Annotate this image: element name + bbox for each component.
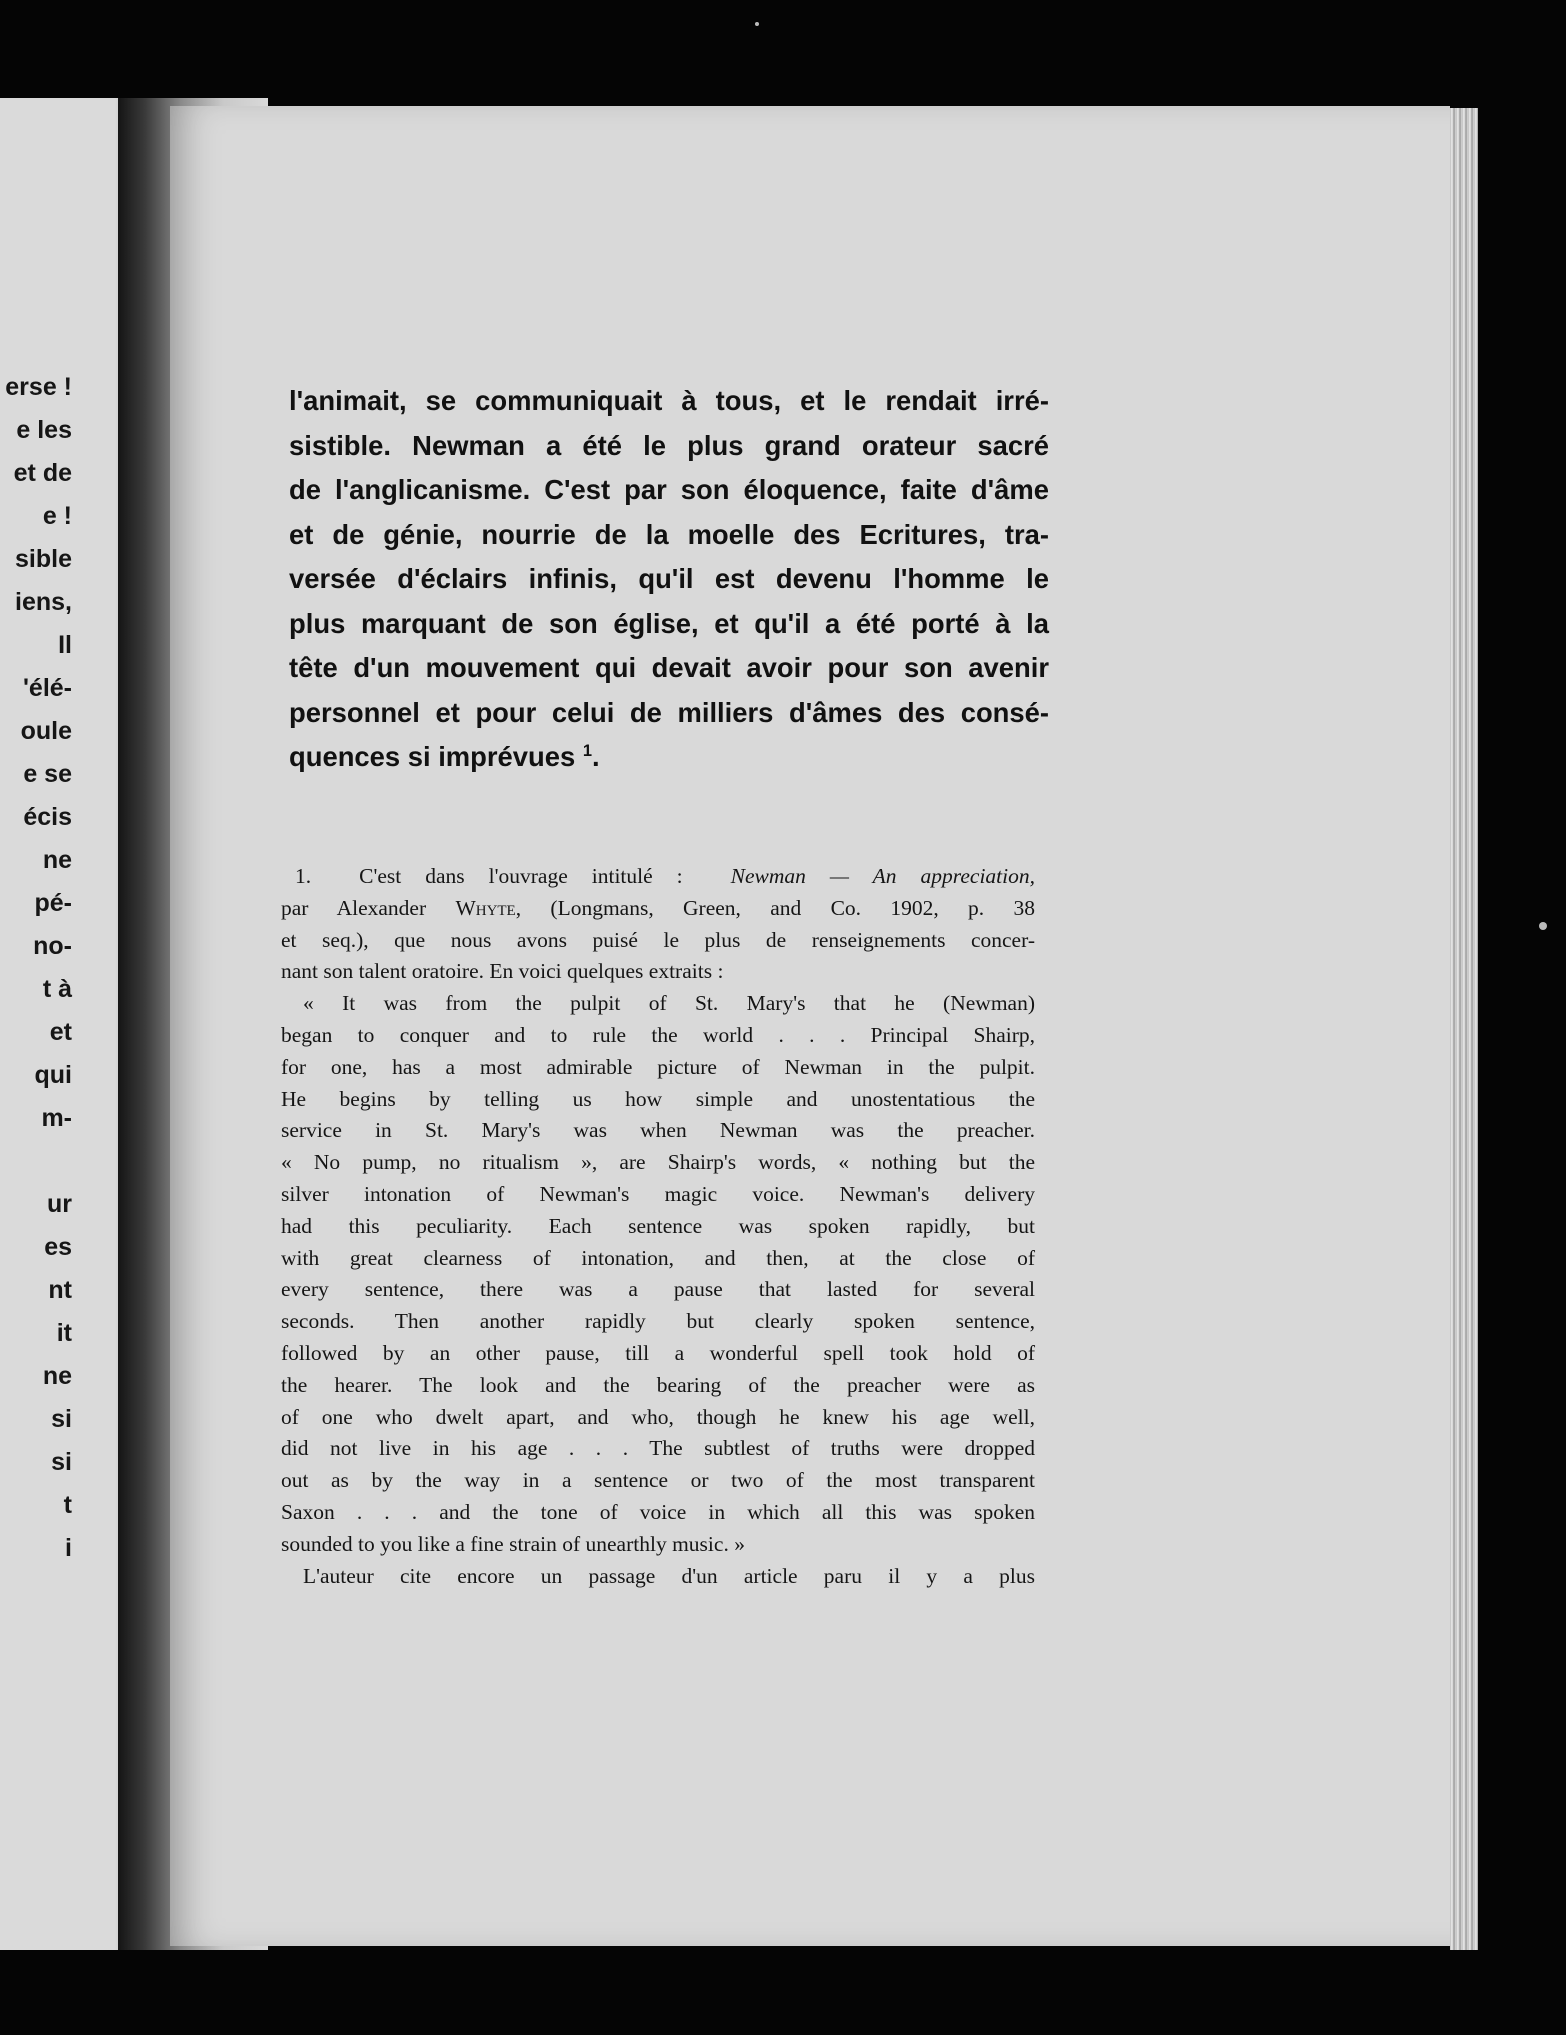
footnote-line: of one who dwelt apart, and who, though he knew his age well,: [281, 1404, 1035, 1429]
main-paragraph: [289, 379, 1049, 780]
footnote-line: followed by an other pause, till a wonderful spell took hold of: [281, 1340, 1035, 1365]
footnote-number: 1.: [295, 864, 312, 888]
text-line: sistible. Newman a été le plus grand orateur sacré: [289, 429, 1049, 461]
fragment-line: si: [51, 1405, 72, 1433]
text-line-last: quences si imprévues $^1$.: [289, 741, 600, 772]
footnote-line: sounded to you like a fine strain of unearthly music. »: [281, 1531, 745, 1556]
fragment-line: e se: [23, 760, 72, 788]
fragment-line: es: [44, 1233, 72, 1261]
fragment-line: no-: [33, 932, 72, 960]
footnote-line: « No pump, no ritualism », are Shairp's words, « nothing but the: [281, 1150, 1035, 1175]
fragment-line: si: [51, 1448, 72, 1476]
footnote-line: out as by the way in a sentence or two of the most transparent: [281, 1468, 1035, 1493]
cited-book-title: Newman — An appreciation,: [730, 864, 1036, 888]
text-line-last-words: quences si imprévues: [289, 741, 576, 772]
scan-dust-mark: [755, 22, 759, 26]
footnote-line: [281, 893, 1035, 925]
fragment-line: écis: [23, 803, 72, 831]
fragment-line: erse !: [5, 373, 72, 401]
text-line: de l'anglicanisme. C'est par son éloquence, faite d'âme: [289, 474, 1049, 505]
fragment-line: ne: [42, 846, 72, 874]
footnote-line: seconds. Then another rapidly but clearly spoken sentence,: [281, 1309, 1035, 1334]
footnote-line: silver intonation of Newman's magic voice. Newman's delivery: [281, 1181, 1035, 1206]
fragment-line: e les: [16, 416, 72, 444]
text-line: plus marquant de son église, et qu'il a été porté à la: [289, 607, 1049, 639]
footnote-intro: C'est dans l'ouvrage intitulé :: [359, 864, 683, 888]
footnote-line: the hearer. The look and the bearing of the preacher were as: [281, 1372, 1035, 1397]
facing-page-text-fragments: [0, 366, 72, 1570]
footnote-line: et seq.), que nous avons puisé le plus de renseignements concer-: [281, 927, 1035, 952]
author-name: Whyte: [455, 895, 516, 920]
footnote-line: began to conquer and to rule the world . . . Principal Shairp,: [281, 1022, 1035, 1047]
footnote-line: did not live in his age . . . The subtlest of truths were dropped: [281, 1436, 1035, 1461]
footnote-line: had this peculiarity. Each sentence was spoken rapidly, but: [281, 1213, 1035, 1238]
footnote-line: Saxon . . . and the tone of voice in which all this was spoken: [281, 1499, 1035, 1524]
footnote-line: every sentence, there was a pause that lasted for several: [281, 1277, 1035, 1302]
fragment-line: iens,: [15, 588, 72, 616]
fragment-line: et: [49, 1018, 72, 1046]
fragment-line: et de: [13, 459, 72, 487]
text-line: personnel et pour celui de milliers d'âmes des consé-: [289, 696, 1049, 728]
fragment-line: 'élé-: [22, 674, 72, 702]
footnote-block: [281, 861, 1035, 1592]
fragment-line: [0, 1140, 72, 1183]
footnote-line: « It was from the pulpit of St. Mary's that he (Newman): [303, 991, 1035, 1016]
fragment-line: qui: [34, 1061, 72, 1089]
fragment-line: pé-: [34, 889, 72, 917]
text-line: l'animait, se communiquait à tous, et le rendait irré-: [289, 385, 1049, 416]
footnote-text: , (Longmans, Green, and Co. 1902, p. 38: [515, 895, 1035, 920]
footnote-line: He begins by telling us how simple and unostentatious the: [281, 1086, 1035, 1111]
fragment-line: m-: [41, 1104, 72, 1132]
footnote-text: par Alexander: [281, 895, 427, 920]
fragment-line: t à: [42, 975, 72, 1003]
footnote-reference: 1: [582, 741, 592, 760]
footnote-line: [281, 861, 1035, 893]
fragment-line: t: [63, 1491, 72, 1519]
footnote-line: L'auteur cite encore un passage d'un article paru il y a plus: [303, 1563, 1035, 1588]
fragment-line: ur: [47, 1190, 72, 1218]
fragment-line: i: [65, 1534, 72, 1562]
fragment-line: oule: [20, 717, 72, 745]
footnote-line: with great clearness of intonation, and then, at the close of: [281, 1245, 1035, 1270]
text-line: versée d'éclairs infinis, qu'il est devenu l'homme le: [289, 563, 1049, 594]
fragment-line: it: [56, 1319, 72, 1347]
fragment-line: e !: [42, 502, 72, 530]
scan-dust-mark: [1539, 922, 1547, 930]
text-line: et de génie, nourrie de la moelle des Ecritures, tra-: [289, 518, 1049, 550]
text-line: tête d'un mouvement qui devait avoir pour son avenir: [289, 652, 1049, 683]
page-stack-edge: [1450, 108, 1478, 1950]
footnote-line: nant son talent oratoire. En voici quelques extraits :: [281, 959, 724, 984]
footnote-line: for one, has a most admirable picture of Newman in the pulpit.: [281, 1054, 1035, 1079]
fragment-line: nt: [48, 1276, 72, 1304]
fragment-line: Il: [58, 631, 72, 659]
fragment-line: ne: [42, 1362, 72, 1390]
fragment-line: sible: [15, 545, 72, 573]
footnote-line: service in St. Mary's was when Newman was the preacher.: [281, 1118, 1035, 1143]
